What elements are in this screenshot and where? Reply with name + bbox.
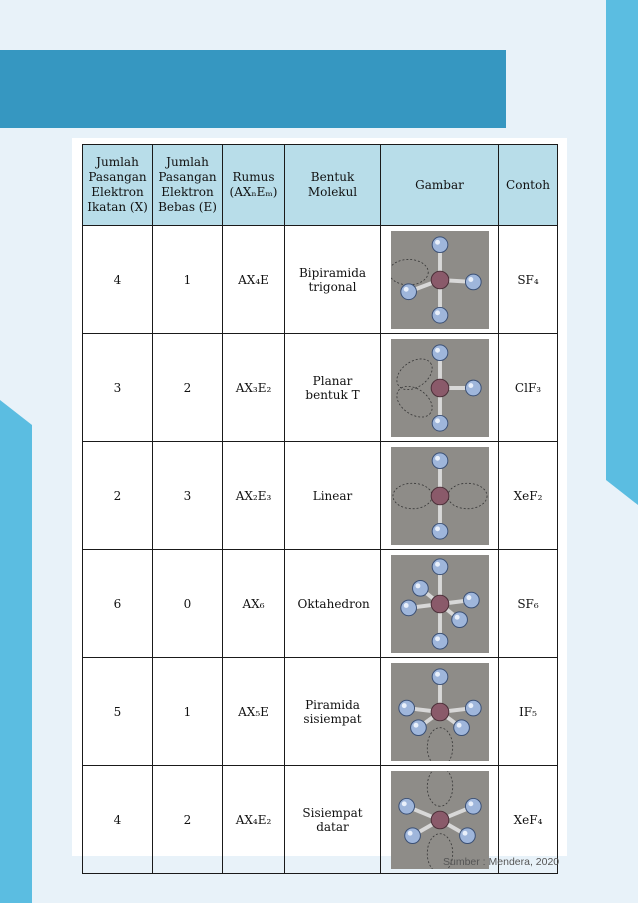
t-shaped-molecule-image [391, 339, 489, 437]
cell-formula-text: AX₄E₂ [235, 812, 272, 827]
cell-formula [223, 334, 285, 442]
cell-lone-pairs-text: 2 [183, 380, 192, 395]
central-atom [431, 595, 449, 613]
atom-highlight [435, 671, 440, 676]
cell-formula [223, 550, 285, 658]
ligand-atom [432, 633, 448, 649]
cell-shape [285, 442, 381, 550]
cell-shape [285, 766, 381, 874]
atom-highlight [435, 418, 440, 423]
cell-formula-text: AX₂E₃ [235, 488, 272, 503]
atom-highlight [403, 286, 408, 291]
cell-bonding-pairs [83, 334, 153, 442]
cell-formula-text: AX₅E [238, 704, 269, 719]
atom-highlight [466, 595, 471, 600]
central-atom [431, 703, 449, 721]
cell-bonding-pairs [83, 766, 153, 874]
cell-formula-text: AX₆ [242, 596, 265, 611]
atom-highlight [468, 383, 473, 388]
cell-bonding-pairs [83, 550, 153, 658]
atom-highlight [435, 526, 440, 531]
atom-highlight [401, 703, 406, 708]
ligand-atom [432, 236, 448, 252]
table-row [83, 226, 558, 334]
atom-highlight [468, 703, 473, 708]
header-lone-pairs: Jumlah Pasangan Elektron Bebas (E) [153, 145, 223, 226]
cell-shape-text: Piramida sisiempat [303, 697, 362, 726]
cell-image [381, 334, 499, 442]
cell-example-text: ClF₃ [514, 380, 542, 395]
ligand-atom [410, 719, 426, 735]
header-shape: Bentuk Molekul [285, 145, 381, 226]
cell-example-text: XeF₄ [513, 812, 543, 827]
atom-highlight [435, 636, 440, 641]
cell-formula [223, 766, 285, 874]
header-band [0, 50, 506, 128]
central-atom [431, 379, 449, 397]
table-row [83, 442, 558, 550]
cell-lone-pairs [153, 766, 223, 874]
ligand-atom [459, 827, 475, 843]
vsepr-table [82, 144, 558, 874]
cell-lone-pairs-text: 3 [183, 488, 192, 503]
cell-shape-text: Sisiempat datar [302, 805, 363, 834]
cell-example-text: IF₅ [519, 704, 537, 719]
ligand-atom [432, 415, 448, 431]
cell-example [499, 226, 558, 334]
cell-formula-text: AX₃E₂ [235, 380, 272, 395]
atom-highlight [435, 310, 440, 315]
central-atom [431, 271, 449, 289]
cell-shape [285, 334, 381, 442]
cell-bonding-pairs-text: 6 [113, 596, 122, 611]
central-atom [431, 811, 449, 829]
atom-highlight [415, 583, 420, 588]
cell-bonding-pairs-text: 4 [113, 812, 122, 827]
square-pyramidal-molecule-image [391, 663, 489, 761]
ligand-atom [453, 719, 469, 735]
cell-shape [285, 226, 381, 334]
cell-bonding-pairs-text: 3 [113, 380, 122, 395]
header-formula: Rumus (AXₙEₘ) [223, 145, 285, 226]
atom-highlight [407, 830, 412, 835]
cell-example [499, 550, 558, 658]
atom-highlight [468, 277, 473, 282]
ligand-atom [465, 798, 481, 814]
cell-image [381, 226, 499, 334]
cell-example [499, 658, 558, 766]
ligand-atom [398, 700, 414, 716]
cell-lone-pairs [153, 550, 223, 658]
left-decor-bar [0, 0, 32, 903]
ligand-atom [451, 611, 467, 627]
cell-bonding-pairs [83, 658, 153, 766]
square-planar-molecule-image [391, 771, 489, 869]
atom-highlight [468, 801, 473, 806]
atom-highlight [462, 830, 467, 835]
cell-formula-text: AX₄E [238, 272, 269, 287]
cell-bonding-pairs [83, 442, 153, 550]
cell-example [499, 334, 558, 442]
ligand-atom [404, 827, 420, 843]
cell-shape-text: Oktahedron [297, 596, 370, 611]
ligand-atom [432, 307, 448, 323]
cell-shape-text: Bipiramida trigonal [298, 265, 367, 294]
ligand-atom [465, 274, 481, 290]
linear-molecule-image [391, 447, 489, 545]
atom-highlight [454, 614, 459, 619]
cell-example-text: SF₄ [517, 272, 539, 287]
atom-highlight [456, 722, 461, 727]
cell-example [499, 442, 558, 550]
atom-highlight [435, 239, 440, 244]
ligand-atom [432, 668, 448, 684]
cell-image [381, 550, 499, 658]
atom-highlight [403, 603, 408, 608]
cell-bonding-pairs-text: 5 [113, 704, 122, 719]
header-bonding-pairs: Jumlah Pasangan Elektron Ikatan (X) [83, 145, 153, 226]
right-decor-bar [606, 0, 638, 903]
table-body [83, 226, 558, 874]
header-example: Contoh [499, 145, 558, 226]
cell-lone-pairs [153, 334, 223, 442]
header-image: Gambar [381, 145, 499, 226]
ligand-atom [432, 558, 448, 574]
seesaw-molecule-image [391, 231, 489, 329]
cell-lone-pairs [153, 226, 223, 334]
octahedral-molecule-image [391, 555, 489, 653]
ligand-atom [432, 452, 448, 468]
table-row [83, 334, 558, 442]
ligand-atom [412, 580, 428, 596]
ligand-atom [465, 700, 481, 716]
cell-shape [285, 550, 381, 658]
atom-highlight [435, 561, 440, 566]
cell-lone-pairs [153, 442, 223, 550]
ligand-atom [400, 283, 416, 299]
atom-highlight [413, 722, 418, 727]
ligand-atom [432, 344, 448, 360]
cell-lone-pairs-text: 1 [183, 272, 192, 287]
cell-lone-pairs-text: 0 [183, 596, 192, 611]
cell-example-text: SF₆ [517, 596, 539, 611]
atom-highlight [435, 455, 440, 460]
source-caption: Sumber : Mendera, 2020 [443, 856, 560, 868]
ligand-atom [400, 600, 416, 616]
ligand-atom [463, 592, 479, 608]
ligand-atom [465, 380, 481, 396]
cell-example-text: XeF₂ [513, 488, 543, 503]
atom-highlight [435, 347, 440, 352]
ligand-atom [398, 798, 414, 814]
cell-bonding-pairs-text: 2 [113, 488, 122, 503]
cell-formula [223, 442, 285, 550]
ligand-atom [432, 523, 448, 539]
cell-image [381, 442, 499, 550]
cell-bonding-pairs-text: 4 [113, 272, 122, 287]
cell-shape-text: Planar bentuk T [305, 373, 360, 402]
cell-image [381, 658, 499, 766]
central-atom [431, 487, 449, 505]
cell-bonding-pairs [83, 226, 153, 334]
cell-lone-pairs-text: 2 [183, 812, 192, 827]
atom-highlight [401, 801, 406, 806]
cell-formula [223, 226, 285, 334]
cell-shape-text: Linear [312, 488, 353, 503]
table-row [83, 658, 558, 766]
vsepr-table-container [72, 138, 567, 856]
table-header-row [83, 145, 558, 226]
cell-shape [285, 658, 381, 766]
cell-lone-pairs-text: 1 [183, 704, 192, 719]
table-row [83, 550, 558, 658]
cell-lone-pairs [153, 658, 223, 766]
cell-formula [223, 658, 285, 766]
